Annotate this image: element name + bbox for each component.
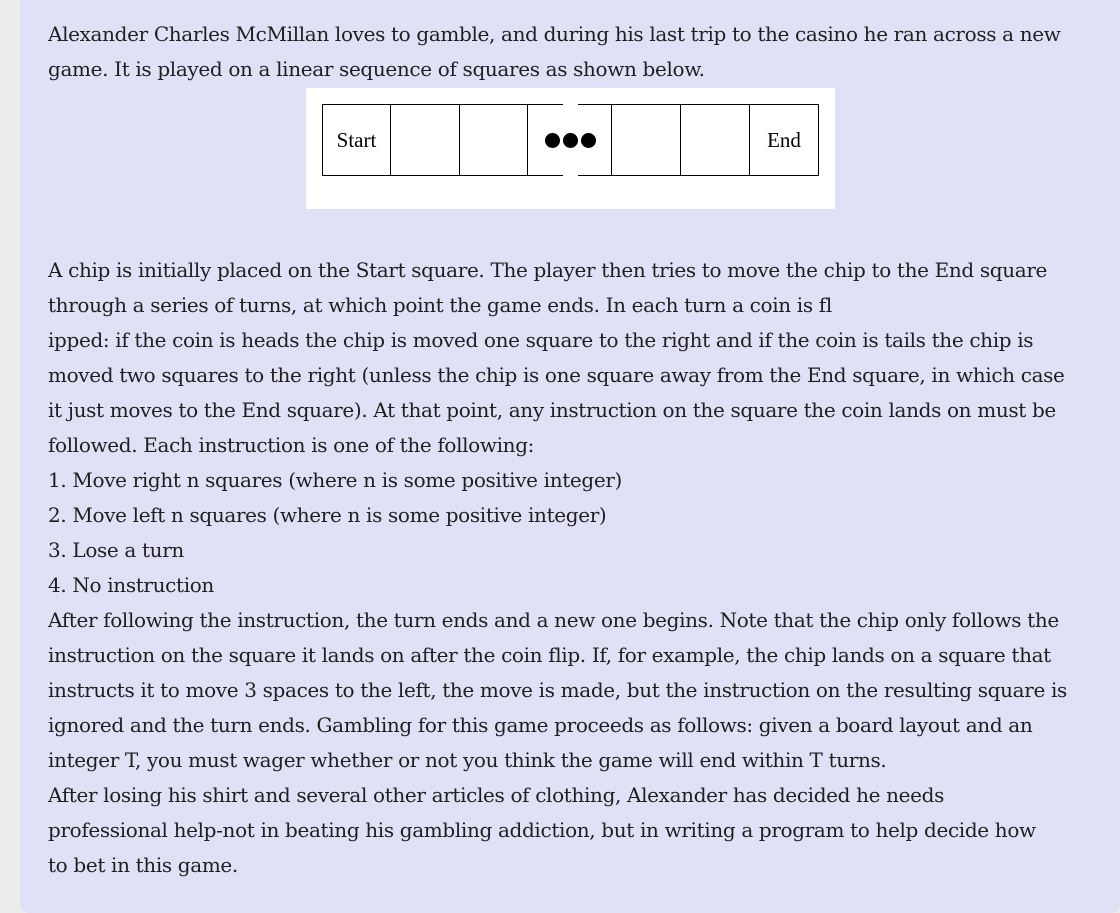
text-line: instruction on the square it lands on after the coin flip. If, for example, the chip lands on a square that [48,643,1051,667]
ellipsis-dot [581,133,596,148]
end-label: End [767,127,801,152]
text-line: After following the instruction, the turn ends and a new one begins. Note that the chip only follows the [48,608,1059,632]
text-line: professional help-not in beating his gambling addiction, but in writing a program to help decide how [48,818,1036,842]
ellipsis-dot [563,133,578,148]
text-line: After losing his shirt and several other articles of clothing, Alexander has decided he needs [48,783,945,807]
list-item: 2. Move left n squares (where n is some positive integer) [48,503,607,527]
text-line: ignored and the turn ends. Gambling for this game proceeds as follows: given a board layout and an [48,713,1033,737]
text-line: instructs it to move 3 spaces to the left, the move is made, but the instruction on the resulting square is [48,678,1067,702]
text-line: through a series of turns, at which point the game ends. In each turn a coin is fl [48,293,832,317]
problem-card [20,0,1120,913]
text-line: integer T, you must wager whether or not you think the game will end within T turns. [48,748,887,772]
text-line: followed. Each instruction is one of the following: [48,433,535,457]
end-square [749,104,819,176]
board-square [459,104,528,176]
board-square [390,104,460,176]
text-line: Alexander Charles McMillan loves to gamble, and during his last trip to the casino he ran across a new [48,22,1061,46]
board-square [611,104,681,176]
text-line: A chip is initially placed on the Start square. The player then tries to move the chip to the End square [48,258,1048,282]
text-line: ipped: if the coin is heads the chip is moved one square to the right and if the coin is tails the chip is [48,328,1034,352]
ellipsis-square [527,104,612,176]
list-item: 4. No instruction [48,573,214,597]
intro-paragraph [48,17,1116,87]
text-line: game. It is played on a linear sequence of squares as shown below. [48,57,705,81]
board-squares [322,104,818,176]
list-item: 3. Lose a turn [48,538,184,562]
text-line: to bet in this game. [48,853,238,877]
rules-paragraph [48,253,1116,883]
board-square [680,104,750,176]
text-line: moved two squares to the right (unless the chip is one square away from the End square, in which case [48,363,1065,387]
start-label: Start [336,127,377,152]
ellipsis-dot [545,133,560,148]
board-figure [306,88,835,209]
list-item: 1. Move right n squares (where n is some positive integer) [48,468,623,492]
text-line: it just moves to the End square). At that point, any instruction on the square the coin lands on must be [48,398,1056,422]
start-square [322,104,391,176]
